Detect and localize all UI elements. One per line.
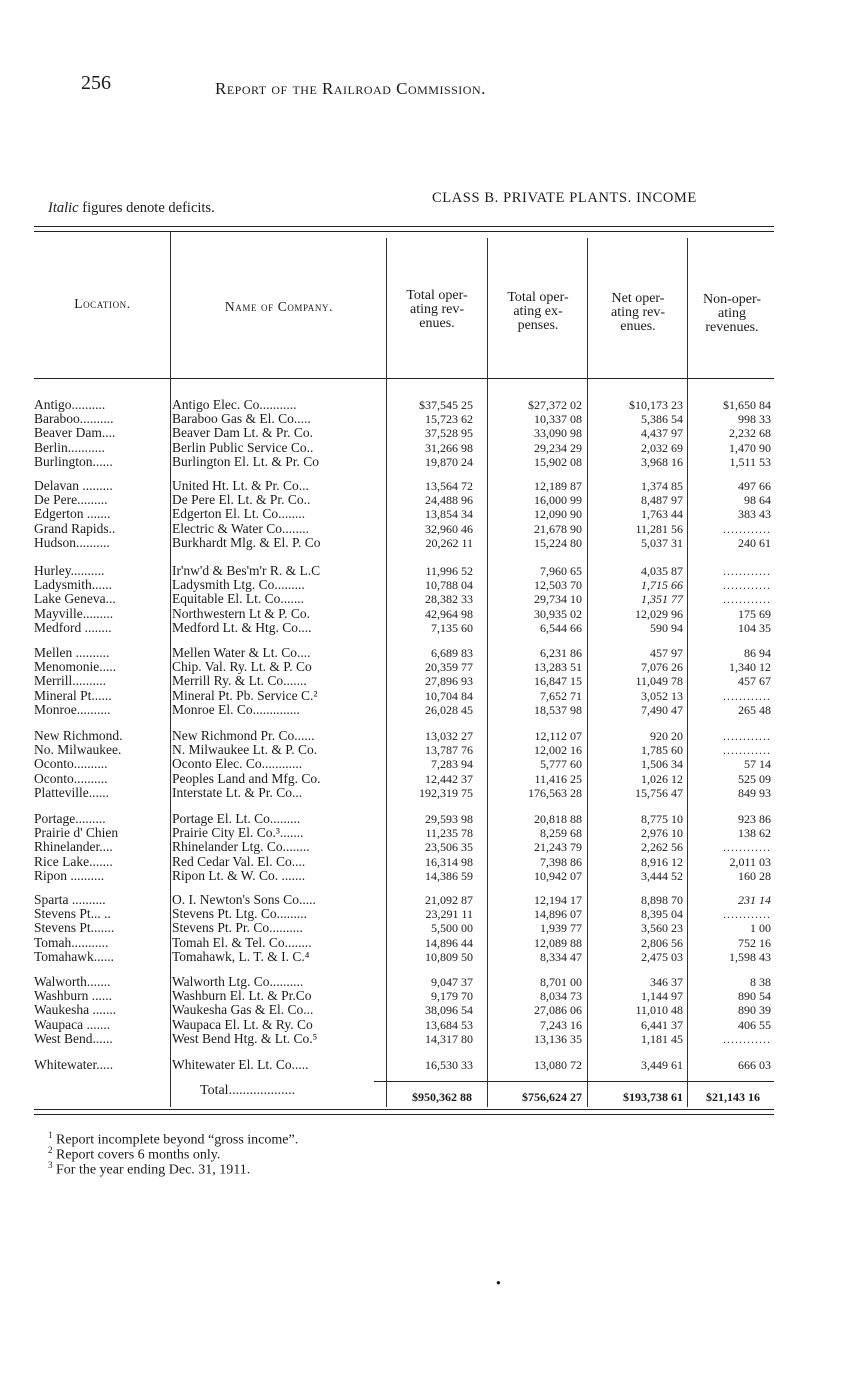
- total-operating-revenues-cell: 28,382 33: [425, 592, 473, 607]
- total-operating-revenues-cell: 19,870 24: [425, 454, 473, 469]
- nonoperating-revenues-cell: 1 00: [750, 921, 771, 936]
- nonoperating-revenues-cell: ............: [723, 743, 771, 758]
- total-operating-revenues-cell: 10,704 84: [425, 688, 473, 703]
- nonoperating-revenues-cell: 1,511 53: [729, 454, 771, 469]
- total-operating-revenues-cell: 7,283 94: [431, 757, 473, 772]
- net-operating-revenues-cell: 11,010 48: [635, 1003, 683, 1018]
- location-cell: Baraboo..........: [34, 412, 114, 427]
- net-operating-revenues-cell: 6,441 37: [641, 1017, 683, 1032]
- total-operating-revenues-cell: 14,896 44: [425, 935, 473, 950]
- total-operating-revenues-cell: 13,787 76: [425, 743, 473, 758]
- net-operating-revenues-cell: 5,386 54: [641, 412, 683, 427]
- total-top-rule: [374, 1081, 774, 1082]
- nonoperating-revenues-cell: ............: [723, 592, 771, 607]
- nonoperating-revenues-cell: 1,470 90: [729, 440, 771, 455]
- nonoperating-revenues-cell: 525 09: [738, 771, 771, 786]
- total-operating-expenses-cell: 13,283 51: [534, 660, 582, 675]
- total-operating-revenues-cell: $37,545 25: [419, 398, 473, 412]
- net-operating-revenues-cell: 1,351 77: [641, 592, 683, 607]
- company-cell: Prairie City El. Co.³.......: [172, 826, 304, 841]
- nonoperating-revenues-cell: 8 38: [750, 975, 771, 989]
- header-total-revenues: [388, 289, 486, 331]
- location-cell: Beaver Dam....: [34, 426, 116, 441]
- location-cell: Edgerton .......: [34, 507, 111, 522]
- company-cell: Mellen Water & Lt. Co....: [172, 646, 311, 660]
- company-cell: Washburn El. Lt. & Pr.Co: [172, 989, 312, 1004]
- total-operating-revenues-cell: 10,809 50: [425, 949, 473, 964]
- net-operating-revenues-cell: 5,037 31: [641, 535, 683, 550]
- location-cell: Grand Rapids..: [34, 521, 116, 536]
- location-cell: Tomah...........: [34, 935, 109, 950]
- net-operating-revenues-cell: 3,052 13: [641, 688, 683, 703]
- location-cell: Hudson..........: [34, 535, 110, 550]
- total-operating-expenses-cell: 8,701 00: [540, 975, 582, 989]
- page-number: 256: [81, 72, 111, 94]
- nonoperating-revenues-cell: 231 14: [738, 893, 771, 907]
- location-cell: Ladysmith......: [34, 578, 112, 593]
- column-divider-5: [687, 238, 688, 1107]
- total-operating-expenses-cell: 7,652 71: [540, 688, 582, 703]
- location-cell: Whitewater.....: [34, 1058, 114, 1072]
- location-cell: Mellen ..........: [34, 646, 110, 660]
- total-operating-revenues-cell: 23,506 35: [425, 840, 473, 855]
- nonoperating-revenues-cell: 98 64: [744, 493, 771, 508]
- total-operating-revenues-cell: 20,359 77: [425, 660, 473, 675]
- footnote-text: Report covers 6 months only.: [52, 1147, 221, 1163]
- net-operating-revenues-cell: 2,976 10: [641, 826, 683, 841]
- class-heading: CLASS B. PRIVATE PLANTS. INCOME: [432, 190, 697, 206]
- company-cell: Burlington El. Lt. & Pr. Co: [172, 454, 320, 469]
- total-operating-revenues-cell: 13,854 34: [425, 507, 473, 522]
- net-operating-revenues-cell: 1,506 34: [641, 757, 683, 772]
- total-operating-expenses-cell: 12,112 07: [534, 729, 582, 743]
- nonoperating-revenues-cell: ............: [723, 688, 771, 703]
- header-line: Total oper-: [406, 288, 468, 303]
- header-line: enues.: [620, 319, 656, 334]
- total-operating-expenses-cell: 12,189 87: [534, 479, 582, 493]
- company-cell: Rhinelander Ltg. Co........: [172, 840, 310, 855]
- total-nonoperating-revenues: $21,143 16: [706, 1090, 760, 1104]
- location-cell: Burlington......: [34, 454, 113, 469]
- italic-note: [48, 200, 215, 217]
- total-operating-revenues: $950,362 88: [412, 1090, 472, 1104]
- location-cell: Mayville.........: [34, 606, 114, 621]
- total-operating-expenses-cell: 13,136 35: [534, 1031, 582, 1046]
- total-operating-revenues-cell: 9,179 70: [431, 989, 473, 1004]
- column-divider-4: [587, 238, 588, 1107]
- header-line: ating rev-: [409, 302, 465, 317]
- total-operating-revenues-cell: 21,092 87: [425, 893, 473, 907]
- footnote-text: Report incomplete beyond “gross income”.: [52, 1132, 299, 1148]
- nonoperating-revenues-cell: 57 14: [744, 757, 771, 772]
- nonoperating-revenues-cell: 265 48: [738, 702, 771, 717]
- total-operating-revenues-cell: 37,528 95: [425, 426, 473, 441]
- nonoperating-revenues-cell: $1,650 84: [723, 398, 771, 412]
- total-operating-revenues-cell: 12,442 37: [425, 771, 473, 786]
- total-label: Total...................: [200, 1083, 296, 1098]
- net-operating-revenues-cell: 1,374 85: [641, 479, 683, 493]
- total-operating-revenues-cell: 5,500 00: [431, 921, 473, 936]
- company-cell: Stevens Pt. Ltg. Co.........: [172, 907, 308, 922]
- nonoperating-revenues-cell: 2,232 68: [729, 426, 771, 441]
- company-cell: N. Milwaukee Lt. & P. Co.: [172, 743, 318, 758]
- company-cell: Baraboo Gas & El. Co.....: [172, 412, 311, 427]
- company-cell: Ladysmith Ltg. Co.........: [172, 578, 305, 593]
- total-operating-expenses-cell: 27,086 06: [534, 1003, 582, 1018]
- header-company: Name of Company.: [224, 299, 334, 314]
- net-operating-revenues-cell: 1,785 60: [641, 743, 683, 758]
- company-cell: Waukesha Gas & El. Co...: [172, 1003, 314, 1018]
- company-cell: Waupaca El. Lt. & Ry. Co: [172, 1017, 313, 1032]
- total-operating-expenses-cell: 10,942 07: [534, 868, 582, 883]
- header-net-revenues: [589, 292, 687, 334]
- company-cell: West Bend Htg. & Lt. Co.⁵: [172, 1031, 318, 1046]
- company-cell: Burkhardt Mlg. & El. P. Co: [172, 535, 321, 550]
- nonoperating-revenues-cell: 497 66: [738, 479, 771, 493]
- nonoperating-revenues-cell: ............: [723, 521, 771, 536]
- net-operating-revenues-cell: $10,173 23: [629, 398, 683, 412]
- net-operating-revenues-cell: 1,144 97: [641, 989, 683, 1004]
- table-top-rule-1: [34, 226, 774, 227]
- location-cell: Delavan .........: [34, 479, 113, 493]
- company-cell: Ir'nw'd & Bes'm'r R. & L.C: [172, 564, 321, 578]
- net-operating-revenues-cell: 8,487 97: [641, 493, 683, 508]
- total-operating-expenses-cell: 11,416 25: [534, 771, 582, 786]
- net-operating-revenues-cell: 2,262 56: [641, 840, 683, 855]
- net-operating-revenues-cell: 7,076 26: [641, 660, 683, 675]
- company-cell: Edgerton El. Lt. Co........: [172, 507, 306, 522]
- footnote-text: For the year ending Dec. 31, 1911.: [52, 1162, 251, 1178]
- total-operating-revenues-cell: 7,135 60: [431, 620, 473, 635]
- total-operating-revenues-cell: 27,896 93: [425, 674, 473, 689]
- nonoperating-revenues-cell: ............: [723, 907, 771, 922]
- company-cell: Oconto Elec. Co............: [172, 757, 303, 772]
- net-operating-revenues-cell: 11,281 56: [635, 521, 683, 536]
- total-operating-expenses-cell: 16,000 99: [534, 493, 582, 508]
- nonoperating-revenues-cell: 138 62: [738, 826, 771, 841]
- nonoperating-revenues-cell: 457 67: [738, 674, 771, 689]
- net-operating-revenues-cell: 3,449 61: [641, 1058, 683, 1072]
- total-operating-expenses-cell: 7,243 16: [540, 1017, 582, 1032]
- total-operating-revenues-cell: 14,386 59: [425, 868, 473, 883]
- total-operating-expenses-cell: 15,224 80: [534, 535, 582, 550]
- company-cell: Peoples Land and Mfg. Co.: [172, 771, 321, 786]
- total-operating-expenses: $756,624 27: [522, 1090, 582, 1104]
- location-cell: Rhinelander....: [34, 840, 113, 855]
- company-cell: Merrill Ry. & Lt. Co.......: [172, 674, 307, 689]
- nonoperating-revenues-cell: 890 54: [738, 989, 771, 1004]
- header-line: enues.: [419, 316, 455, 331]
- net-operating-revenues-cell: 1,763 44: [641, 507, 683, 522]
- net-operating-revenues-cell: 4,035 87: [641, 564, 683, 578]
- total-operating-expenses-cell: 8,259 68: [540, 826, 582, 841]
- net-operating-revenues-cell: 346 37: [650, 975, 683, 989]
- total-operating-expenses-cell: 10,337 08: [534, 412, 582, 427]
- total-operating-revenues-cell: 31,266 98: [425, 440, 473, 455]
- net-operating-revenues-cell: 15,756 47: [635, 785, 683, 800]
- nonoperating-revenues-cell: 240 61: [738, 535, 771, 550]
- net-operating-revenues-cell: 1,026 12: [641, 771, 683, 786]
- table-bottom-rule-2: [34, 1114, 774, 1115]
- total-operating-revenues-cell: 15,723 62: [425, 412, 473, 427]
- total-operating-expenses-cell: 7,398 86: [540, 854, 582, 869]
- location-cell: Mineral Pt......: [34, 688, 112, 703]
- location-cell: Antigo..........: [34, 398, 106, 412]
- company-cell: Stevens Pt. Pr. Co..........: [172, 921, 303, 936]
- location-cell: Lake Geneva...: [34, 592, 116, 607]
- location-cell: Oconto..........: [34, 757, 108, 772]
- location-cell: Tomahawk......: [34, 949, 115, 964]
- location-cell: Portage.........: [34, 812, 106, 826]
- total-operating-revenues-cell: 13,564 72: [425, 479, 473, 493]
- company-cell: Antigo Elec. Co...........: [172, 398, 297, 412]
- company-cell: Tomahawk, L. T. & I. C.⁴: [172, 949, 310, 964]
- net-operating-revenues-cell: 457 97: [650, 646, 683, 660]
- total-operating-revenues-cell: 11,235 78: [425, 826, 473, 841]
- nonoperating-revenues-cell: 160 28: [738, 868, 771, 883]
- company-cell: United Ht. Lt. & Pr. Co...: [172, 479, 309, 493]
- location-cell: West Bend......: [34, 1031, 113, 1046]
- total-operating-expenses-cell: 29,734 10: [534, 592, 582, 607]
- total-operating-expenses-cell: 6,544 66: [540, 620, 582, 635]
- header-location: Location.: [74, 296, 131, 311]
- company-cell: Medford Lt. & Htg. Co....: [172, 620, 312, 635]
- net-operating-revenues-cell: 4,437 97: [641, 426, 683, 441]
- total-operating-expenses-cell: 18,537 98: [534, 702, 582, 717]
- running-head: Report of the Railroad Commission.: [215, 79, 486, 98]
- location-cell: Berlin...........: [34, 440, 105, 455]
- header-bottom-rule: [34, 378, 774, 379]
- company-cell: New Richmond Pr. Co......: [172, 729, 315, 743]
- total-operating-expenses-cell: $27,372 02: [528, 398, 582, 412]
- location-cell: Platteville......: [34, 785, 109, 800]
- net-operating-revenues-cell: 8,898 70: [641, 893, 683, 907]
- location-cell: Medford ........: [34, 620, 112, 635]
- header-total-expenses: [489, 291, 587, 333]
- nonoperating-revenues-cell: ............: [723, 729, 771, 743]
- header-nonoperating-revenues: [689, 293, 775, 335]
- total-operating-expenses-cell: 21,243 79: [534, 840, 582, 855]
- net-operating-revenues-cell: 3,560 23: [641, 921, 683, 936]
- header-line: ating: [718, 306, 746, 321]
- column-divider-2: [386, 238, 387, 1107]
- company-cell: Equitable El. Lt. Co.......: [172, 592, 304, 607]
- net-operating-revenues-cell: 2,032 69: [641, 440, 683, 455]
- total-operating-expenses-cell: 20,818 88: [534, 812, 582, 826]
- company-cell: Northwestern Lt & P. Co.: [172, 606, 310, 621]
- total-operating-revenues-cell: 6,689 83: [431, 646, 473, 660]
- company-cell: Portage El. Lt. Co.........: [172, 812, 301, 826]
- total-operating-expenses-cell: 176,563 28: [528, 785, 582, 800]
- header-line: Non-oper-: [702, 292, 762, 307]
- company-cell: Beaver Dam Lt. & Pr. Co.: [172, 426, 313, 441]
- nonoperating-revenues-cell: 383 43: [738, 507, 771, 522]
- location-cell: Stevens Pt... ..: [34, 907, 111, 922]
- nonoperating-revenues-cell: 175 69: [738, 606, 771, 621]
- net-operating-revenues-cell: 1,181 45: [641, 1031, 683, 1046]
- column-divider-3: [487, 238, 488, 1107]
- total-operating-revenues-cell: 20,262 11: [425, 535, 473, 550]
- total-operating-revenues-cell: 192,319 75: [419, 785, 473, 800]
- total-operating-expenses-cell: 12,089 88: [534, 935, 582, 950]
- total-net-revenues: $193,738 61: [623, 1090, 683, 1104]
- header-line: ating rev-: [610, 305, 666, 320]
- net-operating-revenues-cell: 590 94: [650, 620, 683, 635]
- total-operating-revenues-cell: 24,488 96: [425, 493, 473, 508]
- net-operating-revenues-cell: 3,444 52: [641, 868, 683, 883]
- table-bottom-rule-1: [34, 1109, 774, 1110]
- net-operating-revenues-cell: 1,715 66: [641, 578, 683, 593]
- total-operating-expenses-cell: 29,234 29: [534, 440, 582, 455]
- total-operating-expenses-cell: 12,194 17: [534, 893, 582, 907]
- footnote-3: [48, 1158, 250, 1178]
- location-cell: Washburn ......: [34, 989, 113, 1004]
- net-operating-revenues-cell: 7,490 47: [641, 702, 683, 717]
- print-speck: ●: [496, 1278, 501, 1287]
- company-cell: O. I. Newton's Sons Co.....: [172, 893, 316, 907]
- total-operating-revenues-cell: 16,530 33: [425, 1058, 473, 1072]
- net-operating-revenues-cell: 2,806 56: [641, 935, 683, 950]
- location-cell: Walworth.......: [34, 975, 111, 989]
- company-cell: Tomah El. & Tel. Co........: [172, 935, 312, 950]
- location-cell: New Richmond.: [34, 729, 123, 743]
- location-cell: Merrill..........: [34, 674, 106, 689]
- net-operating-revenues-cell: 2,475 03: [641, 949, 683, 964]
- total-operating-expenses-cell: 16,847 15: [534, 674, 582, 689]
- total-operating-expenses-cell: 12,002 16: [534, 743, 582, 758]
- location-cell: Monroe..........: [34, 702, 111, 717]
- location-cell: Oconto..........: [34, 771, 108, 786]
- header-line: penses.: [517, 318, 559, 333]
- nonoperating-revenues-cell: ............: [723, 840, 771, 855]
- total-operating-expenses-cell: 6,231 86: [540, 646, 582, 660]
- total-operating-expenses-cell: 8,334 47: [540, 949, 582, 964]
- nonoperating-revenues-cell: 890 39: [738, 1003, 771, 1018]
- company-cell: Walworth Ltg. Co..........: [172, 975, 304, 989]
- location-cell: Rice Lake.......: [34, 854, 113, 869]
- header-line: ating ex-: [513, 304, 563, 319]
- total-operating-expenses-cell: 8,034 73: [540, 989, 582, 1004]
- nonoperating-revenues-cell: 923 86: [738, 812, 771, 826]
- nonoperating-revenues-cell: 849 93: [738, 785, 771, 800]
- nonoperating-revenues-cell: 1,340 12: [729, 660, 771, 675]
- header-line: Total oper-: [507, 290, 569, 305]
- company-cell: Chip. Val. Ry. Lt. & P. Co: [172, 660, 312, 675]
- net-operating-revenues-cell: 12,029 96: [635, 606, 683, 621]
- net-operating-revenues-cell: 8,916 12: [641, 854, 683, 869]
- total-operating-revenues-cell: 14,317 80: [425, 1031, 473, 1046]
- company-cell: Berlin Public Service Co..: [172, 440, 314, 455]
- total-operating-expenses-cell: 15,902 08: [534, 454, 582, 469]
- nonoperating-revenues-cell: 752 16: [738, 935, 771, 950]
- nonoperating-revenues-cell: 104 35: [738, 620, 771, 635]
- nonoperating-revenues-cell: 86 94: [744, 646, 771, 660]
- total-operating-expenses-cell: 1,939 77: [540, 921, 582, 936]
- location-cell: Waupaca .......: [34, 1017, 111, 1032]
- nonoperating-revenues-cell: ............: [723, 578, 771, 593]
- nonoperating-revenues-cell: 666 03: [738, 1058, 771, 1072]
- nonoperating-revenues-cell: 998 33: [738, 412, 771, 427]
- company-cell: Electric & Water Co........: [172, 521, 309, 536]
- nonoperating-revenues-cell: ............: [723, 1031, 771, 1046]
- nonoperating-revenues-cell: 406 55: [738, 1017, 771, 1032]
- total-operating-revenues-cell: 16,314 98: [425, 854, 473, 869]
- location-cell: Ripon ..........: [34, 868, 105, 883]
- company-cell: Interstate Lt. & Pr. Co...: [172, 785, 303, 800]
- italic-note-text: figures denote deficits.: [78, 200, 215, 216]
- footnote-mark: 3: [48, 1160, 53, 1170]
- header-line: Net oper-: [611, 291, 665, 306]
- total-operating-revenues-cell: 9,047 37: [431, 975, 473, 989]
- location-cell: Sparta ..........: [34, 893, 106, 907]
- total-operating-expenses-cell: 12,503 70: [534, 578, 582, 593]
- net-operating-revenues-cell: 11,049 78: [635, 674, 683, 689]
- net-operating-revenues-cell: 920 20: [650, 729, 683, 743]
- footnote-mark: 2: [48, 1145, 53, 1155]
- total-operating-revenues-cell: 38,096 54: [425, 1003, 473, 1018]
- total-operating-expenses-cell: 13,080 72: [534, 1058, 582, 1072]
- location-cell: Menomonie.....: [34, 660, 117, 675]
- location-cell: No. Milwaukee.: [34, 743, 122, 758]
- total-operating-revenues-cell: 23,291 11: [425, 907, 473, 922]
- column-divider-1: [170, 232, 171, 1107]
- total-operating-revenues-cell: 29,593 98: [425, 812, 473, 826]
- company-cell: Ripon Lt. & W. Co. .......: [172, 868, 306, 883]
- net-operating-revenues-cell: 8,395 04: [641, 907, 683, 922]
- total-operating-revenues-cell: 32,960 46: [425, 521, 473, 536]
- location-cell: Hurley..........: [34, 564, 105, 578]
- total-operating-expenses-cell: 33,090 98: [534, 426, 582, 441]
- company-cell: Mineral Pt. Pb. Service C.²: [172, 688, 318, 703]
- company-cell: Red Cedar Val. El. Co....: [172, 854, 306, 869]
- company-cell: Whitewater El. Lt. Co.....: [172, 1058, 309, 1072]
- location-cell: Prairie d' Chien: [34, 826, 119, 841]
- header-line: revenues.: [705, 320, 759, 335]
- total-operating-revenues-cell: 13,032 27: [425, 729, 473, 743]
- company-cell: Monroe El. Co..............: [172, 702, 300, 717]
- nonoperating-revenues-cell: 2,011 03: [729, 854, 771, 869]
- location-cell: Stevens Pt.......: [34, 921, 115, 936]
- location-cell: De Pere.........: [34, 493, 108, 508]
- total-operating-expenses-cell: 12,090 90: [534, 507, 582, 522]
- nonoperating-revenues-cell: ............: [723, 564, 771, 578]
- total-operating-revenues-cell: 42,964 98: [425, 606, 473, 621]
- net-operating-revenues-cell: 3,968 16: [641, 454, 683, 469]
- company-cell: De Pere El. Lt. & Pr. Co..: [172, 493, 311, 508]
- total-operating-revenues-cell: 11,996 52: [425, 564, 473, 578]
- nonoperating-revenues-cell: 1,598 43: [729, 949, 771, 964]
- total-operating-expenses-cell: 14,896 07: [534, 907, 582, 922]
- total-operating-revenues-cell: 13,684 53: [425, 1017, 473, 1032]
- total-operating-revenues-cell: 10,788 04: [425, 578, 473, 593]
- net-operating-revenues-cell: 8,775 10: [641, 812, 683, 826]
- total-operating-expenses-cell: 30,935 02: [534, 606, 582, 621]
- italic-word: Italic: [48, 200, 79, 216]
- total-operating-expenses-cell: 21,678 90: [534, 521, 582, 536]
- total-operating-expenses-cell: 7,960 65: [540, 564, 582, 578]
- table-top-rule-2: [34, 231, 774, 232]
- total-operating-revenues-cell: 26,028 45: [425, 702, 473, 717]
- footnote-mark: 1: [48, 1130, 53, 1140]
- location-cell: Waukesha .......: [34, 1003, 117, 1018]
- total-operating-expenses-cell: 5,777 60: [540, 757, 582, 772]
